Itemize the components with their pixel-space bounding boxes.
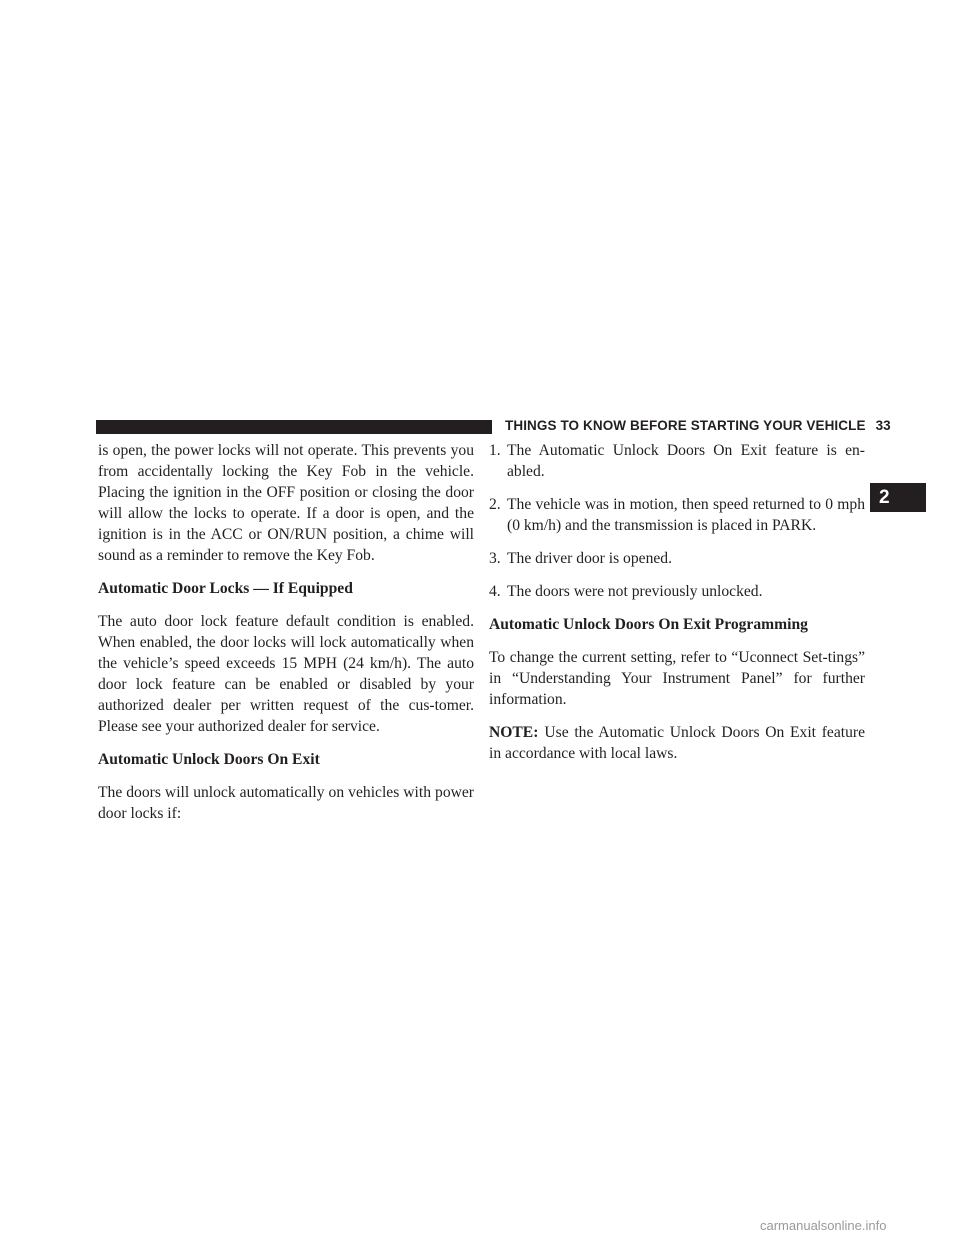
section-heading: Automatic Door Locks — If Equipped [98, 580, 353, 597]
list-number: 1. [489, 442, 501, 459]
header-rule [96, 420, 492, 434]
list-item [489, 494, 865, 536]
note-text: Use the Automatic Unlock Doors On Exit feature in accordance with local laws. [489, 724, 865, 762]
left-column [98, 440, 474, 836]
list-item [489, 440, 865, 482]
list-text: The doors were not previously unlocked. [507, 583, 763, 600]
right-column [489, 440, 865, 776]
list-item [489, 548, 865, 569]
list-text: The driver door is opened. [507, 550, 672, 567]
running-header [505, 418, 891, 433]
chapter-tab: 2 [870, 483, 926, 512]
list-number: 3. [489, 550, 501, 567]
list-item [489, 581, 865, 602]
paragraph: The doors will unlock automatically on vehicles with power door locks if: [98, 784, 474, 822]
page-number: 33 [875, 418, 891, 433]
note [489, 722, 865, 764]
paragraph: is open, the power locks will not operate. This prevents you from accidentally locking the Key Fob in the vehicle. Placing the ignition in the OFF position or closing the door will allow the locks to operate. If a door is open, and the ignition is in the ACC or ON/RUN position, a chime will sound as a reminder to remove the Key Fob. [98, 442, 474, 564]
watermark-link[interactable]: carmanualsonline.info [760, 1218, 887, 1233]
section-heading: Automatic Unlock Doors On Exit [98, 751, 320, 768]
paragraph: To change the current setting, refer to “Uconnect Set-tings” in “Understanding Your Instrument Panel” for further information. [489, 649, 865, 708]
note-label: NOTE: [489, 724, 539, 741]
list-number: 2. [489, 496, 501, 513]
list-text: The Automatic Unlock Doors On Exit feature is en-abled. [507, 442, 865, 480]
list-number: 4. [489, 583, 501, 600]
section-heading: Automatic Unlock Doors On Exit Programming [489, 616, 808, 633]
section-title: THINGS TO KNOW BEFORE STARTING YOUR VEHICLE [505, 418, 866, 433]
list-text: The vehicle was in motion, then speed returned to 0 mph (0 km/h) and the transmission is placed in PARK. [507, 496, 865, 534]
paragraph: The auto door lock feature default condition is enabled. When enabled, the door locks will lock automatically when the vehicle’s speed exceeds 15 MPH (24 km/h). The auto door lock feature can be enabled or disabled by your authorized dealer per written request of the cus-tomer. Please see your authorized dealer for service. [98, 613, 474, 735]
